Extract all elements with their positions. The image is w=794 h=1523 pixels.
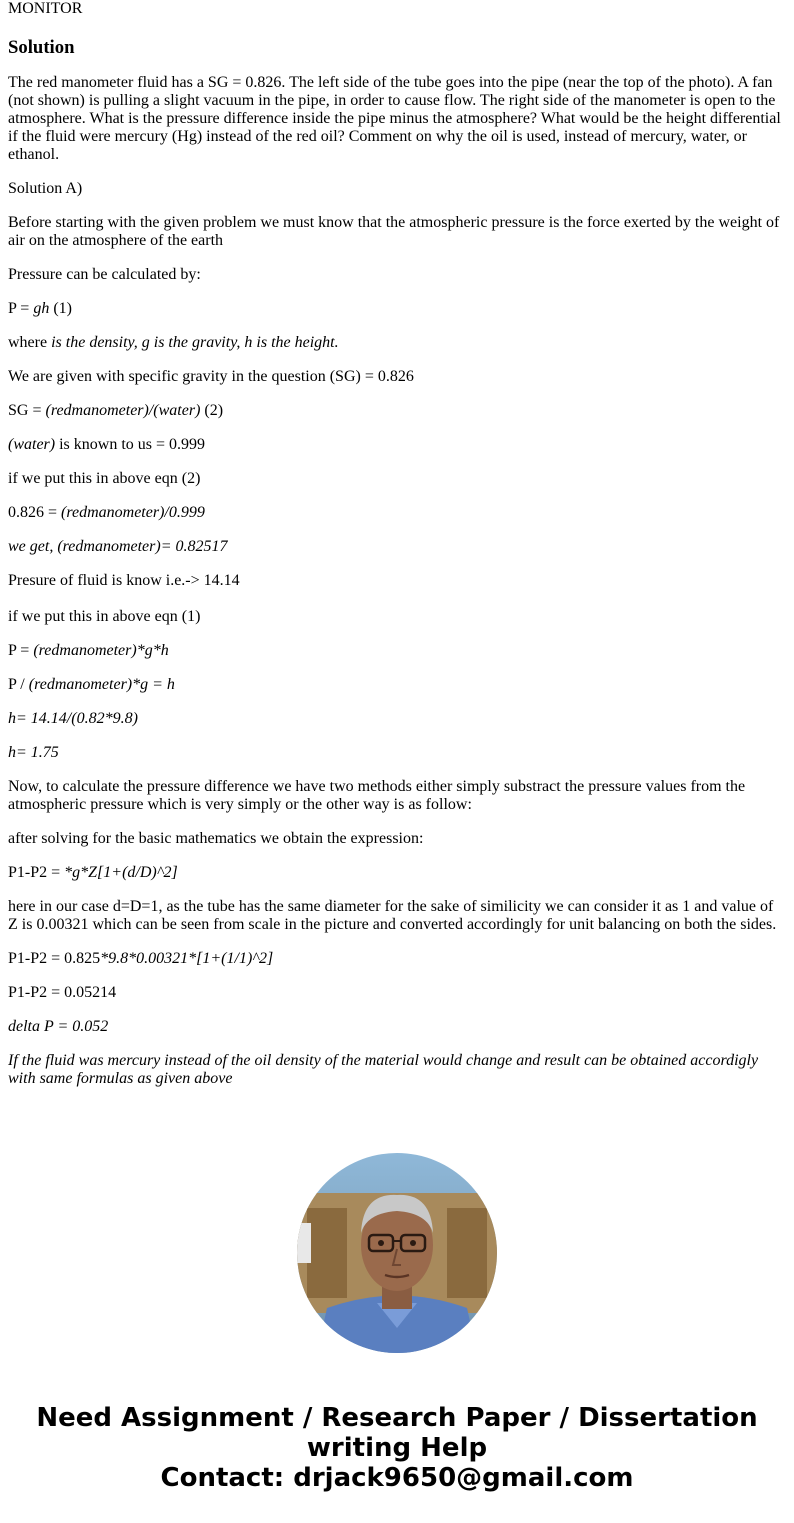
water-density: (water) is known to us = 0.999 <box>8 436 206 453</box>
solution-heading: Solution <box>8 37 75 58</box>
sg-substitution: 0.826 = (redmanometer)/0.999 <box>8 504 205 521</box>
portrait-image <box>297 1153 497 1353</box>
footer-contact: Contact: drjack9650@gmail.com <box>160 1463 634 1493</box>
blank-line <box>8 590 786 608</box>
solution-a-label: Solution A) <box>8 180 83 197</box>
mercury-comment: If the fluid was mercury instead of the oil density of the material would change and result can be obtained accordigly with same formulas as given above <box>8 1052 759 1087</box>
substitute-eqn-1: if we put this in above eqn (1) <box>8 608 201 625</box>
pressure-equation: P = (redmanometer)*g*h <box>8 642 169 659</box>
monitor-label: MONITOR <box>8 0 83 17</box>
given-sg: We are given with specific gravity in the question (SG) = 0.826 <box>8 368 414 385</box>
pressure-diff-intro: Now, to calculate the pressure difference we have two methods either simply substract the pressure values from the atmospheric pressure which is very simply or the other way is as follow: <box>8 778 746 813</box>
diameter-explanation: here in our case d=D=1, as the tube has the same diameter for the sake of similicity we can consider it as 1 and value of Z is 0.00321 which can be seen from scale in the picture and converted accordingly for unit balancing on both the sides. <box>8 898 777 933</box>
atmospheric-pressure-intro: Before starting with the given problem we must know that the atmospheric pressure is the force exerted by the weight of air on the atmosphere of the earth <box>8 214 780 249</box>
expression-intro: after solving for the basic mathematics we obtain the expression: <box>8 830 424 847</box>
footer-advert <box>0 1403 794 1493</box>
substitute-eqn-2: if we put this in above eqn (2) <box>8 470 201 487</box>
problem-statement: The red manometer fluid has a SG = 0.826. The left side of the tube goes into the pipe (near the top of the photo). A fan (not shown) is pulling a slight vacuum in the pipe, in order to cause flow. The right side of the manometer is open to the atmosphere. What is the pressure difference inside the pipe minus the atmosphere? What would be the height differential if the fluid were mercury (Hg) instead of the red oil? Comment on why the oil is used, instead of mercury, water, or ethanol. <box>8 74 781 163</box>
density-result: we get, (redmanometer)= 0.82517 <box>8 538 228 555</box>
delta-p-result: delta P = 0.052 <box>8 1018 109 1035</box>
footer-line-1: Need Assignment / Research Paper / Dissertation <box>36 1403 758 1433</box>
height-calc: h= 14.14/(0.82*9.8) <box>8 710 138 727</box>
pressure-diff-substitution: P1-P2 = 0.825*9.8*0.00321*[1+(1/1)^2] <box>8 950 274 967</box>
height-result: h= 1.75 <box>8 744 59 761</box>
pressure-calc-intro: Pressure can be calculated by: <box>8 266 201 283</box>
pressure-diff-value: P1-P2 = 0.05214 <box>8 984 117 1001</box>
variable-definitions: where is the density, g is the gravity, h is the height. <box>8 334 339 351</box>
pressure-diff-expression: P1-P2 = *g*Z[1+(d/D)^2] <box>8 864 178 881</box>
fluid-pressure: Presure of fluid is know i.e.-> 14.14 <box>8 572 240 589</box>
footer-line-2: writing Help <box>306 1433 488 1463</box>
document-body <box>8 0 786 1088</box>
height-rearranged: P / (redmanometer)*g = h <box>8 676 175 693</box>
equation-2: SG = (redmanometer)/(water) (2) <box>8 402 224 419</box>
author-photo <box>297 1153 497 1353</box>
equation-1: P = gh (1) <box>8 300 72 317</box>
